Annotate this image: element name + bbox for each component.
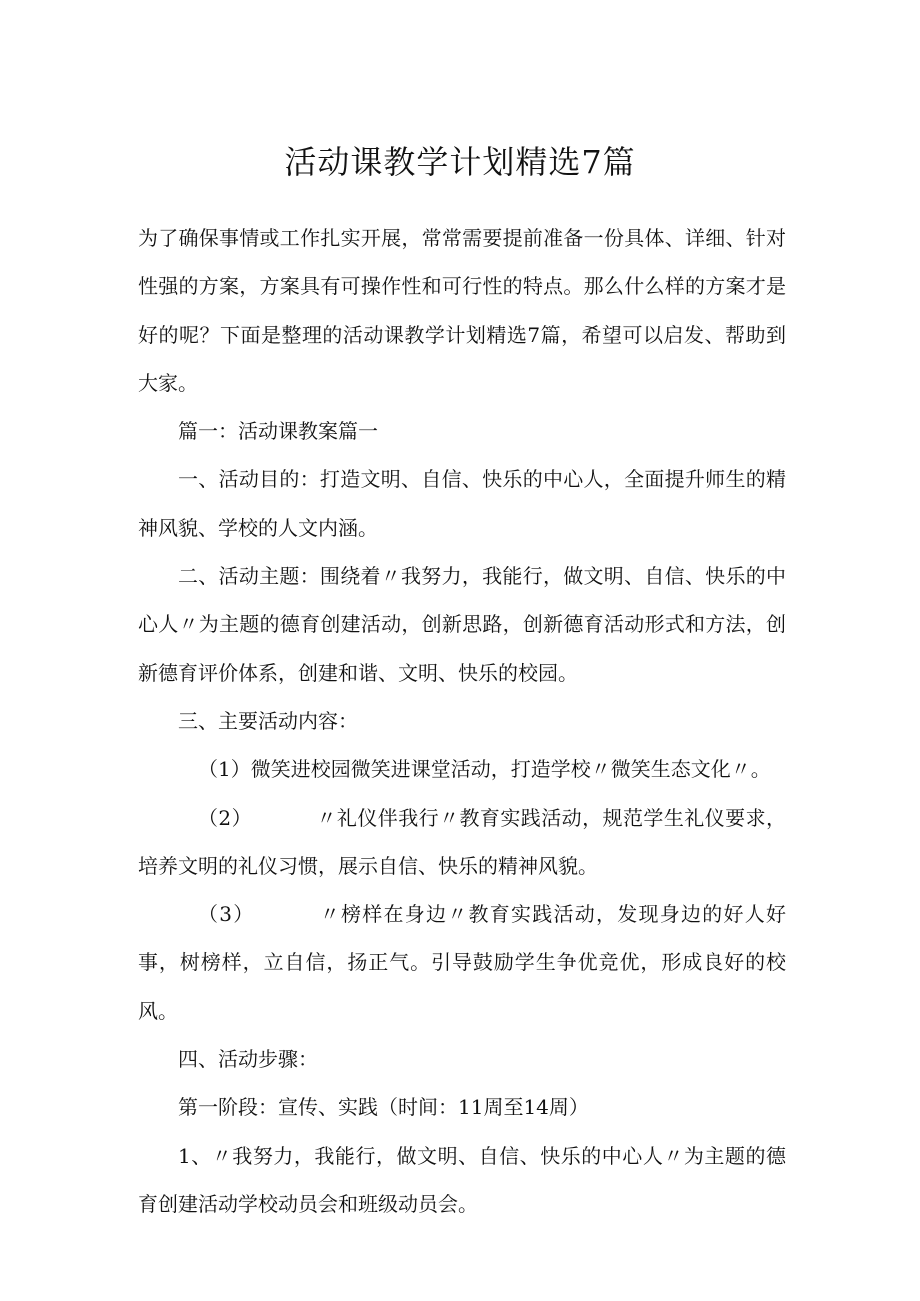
content-heading: 三、主要活动内容： — [178, 708, 358, 733]
item-3-number: （3） — [198, 902, 255, 927]
steps-heading: 四、活动步骤： — [178, 1047, 318, 1072]
document-title: 活动课教学计划精选7篇 — [284, 143, 636, 181]
content-item-1: （1）微笑进校园微笑进课堂活动，打造学校〃微笑生态文化〃。 — [198, 757, 771, 782]
document-body — [138, 214, 786, 1228]
item-2-number: （2） — [198, 805, 253, 830]
goal-paragraph: 一、活动目的：打造文明、自信、快乐的中心人，全面提升师生的精神风貌、学校的人文内涵。 — [138, 467, 786, 540]
item-2-text: 〃礼仪伴我行〃教育实践活动，规范学生礼仪要求，培养文明的礼仪习惯，展示自信、快乐的精神风貌。 — [138, 805, 786, 878]
content-item-2 — [138, 794, 786, 891]
stage-1-paragraph: 第一阶段：宣传、实践（时间：11周至14周） — [178, 1095, 589, 1120]
theme-paragraph: 二、活动主题：围绕着〃我努力，我能行，做文明、自信、快乐的中心人〃为主题的德育创建活动，创新思路，创新德育活动形式和方法，创新德育评价体系，创建和谐、文明、快乐的校园。 — [138, 564, 786, 685]
item-3-text: 〃榜样在身边〃教育实践活动，发现身边的好人好事，树榜样，立自信，扬正气。引导鼓励学生争优竞优，形成良好的校风。 — [138, 902, 786, 1023]
step-1-paragraph: 1、〃我努力，我能行，做文明、自信、快乐的中心人〃为主题的德育创建活动学校动员会和班级动员会。 — [138, 1143, 786, 1216]
intro-paragraph: 为了确保事情或工作扎实开展，常常需要提前准备一份具体、详细、针对性强的方案，方案具有可操作性和可行性的特点。那么什么样的方案才是好的呢？下面是整理的活动课教学计划精选7篇，希望可以启发、帮助到大家。 — [138, 226, 786, 395]
content-item-3 — [138, 890, 786, 1035]
section-heading: 篇一：活动课教案篇一 — [178, 419, 378, 444]
